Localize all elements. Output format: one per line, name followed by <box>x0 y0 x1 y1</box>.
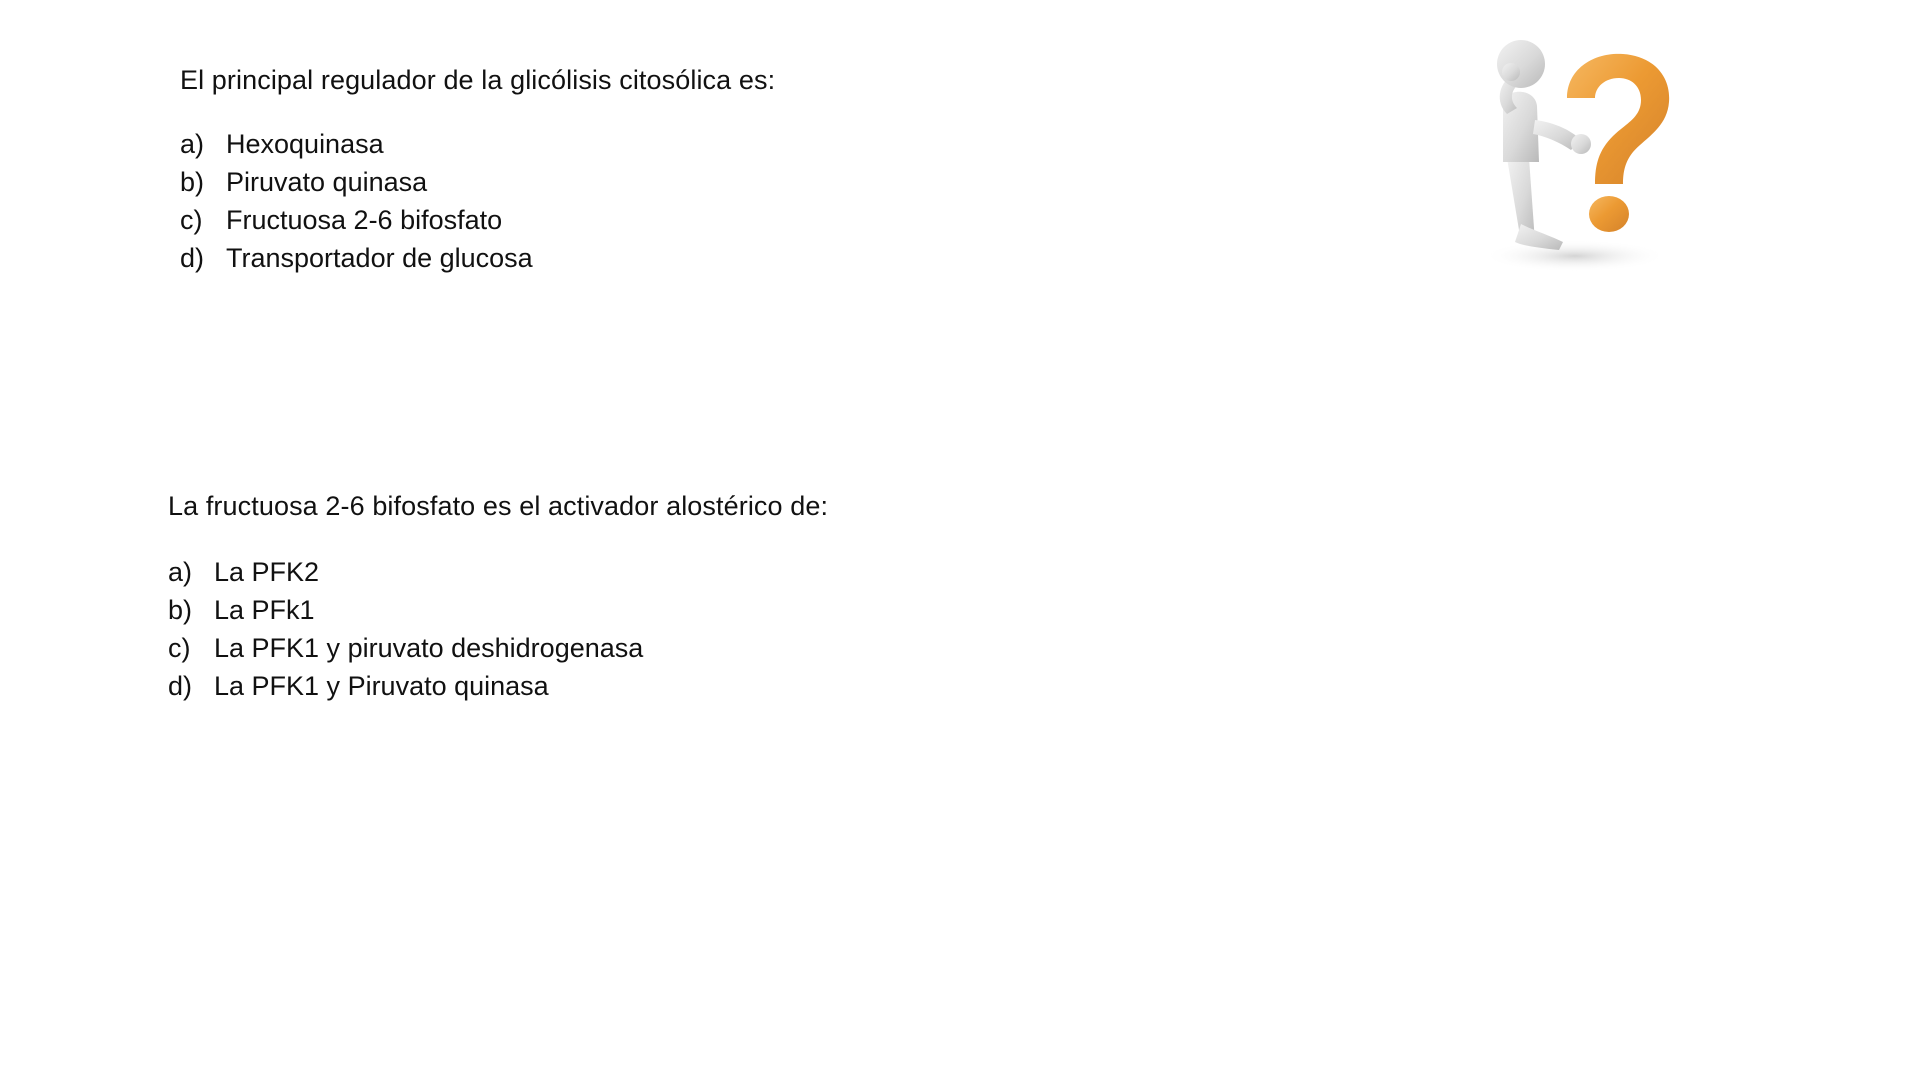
question-1-stem: El principal regulador de la glicólisis citosólica es: <box>180 65 776 95</box>
question-2-option-b[interactable] <box>168 592 1318 630</box>
question-2-option-a[interactable] <box>168 554 1318 592</box>
option-marker: b) <box>168 595 193 626</box>
question-1-option-d[interactable] <box>178 240 1328 278</box>
question-2-options <box>168 554 1318 706</box>
option-label: Transportador de glucosa <box>226 242 533 273</box>
question-1-block <box>178 62 1328 278</box>
question-2-block <box>168 488 1318 706</box>
option-label: La PFK1 y piruvato deshidrogenasa <box>214 632 644 663</box>
option-label: La PFk1 <box>214 595 315 626</box>
option-label: Piruvato quinasa <box>226 167 428 198</box>
option-marker: a) <box>180 129 205 160</box>
option-marker: b) <box>180 167 205 198</box>
question-2-stem: La fructuosa 2-6 bifosfato es el activador alostérico de: <box>168 491 829 521</box>
question-2-option-c[interactable] <box>168 630 1318 668</box>
question-1-option-a[interactable] <box>178 126 1328 164</box>
option-marker: c) <box>180 204 203 235</box>
option-marker: c) <box>168 632 191 663</box>
option-label: La PFK1 y Piruvato quinasa <box>214 670 549 701</box>
option-label: Hexoquinasa <box>226 129 384 160</box>
option-marker: a) <box>168 557 193 588</box>
question-2-option-d[interactable] <box>168 668 1318 706</box>
option-label: Fructuosa 2-6 bifosfato <box>226 204 503 235</box>
question-1-options <box>178 126 1328 278</box>
question-1-option-b[interactable] <box>178 164 1328 202</box>
option-marker: d) <box>168 670 193 701</box>
option-marker: d) <box>180 242 205 273</box>
question-mark-figure-image <box>1455 28 1695 278</box>
question-1-option-c[interactable] <box>178 202 1328 240</box>
option-label: La PFK2 <box>214 557 320 588</box>
